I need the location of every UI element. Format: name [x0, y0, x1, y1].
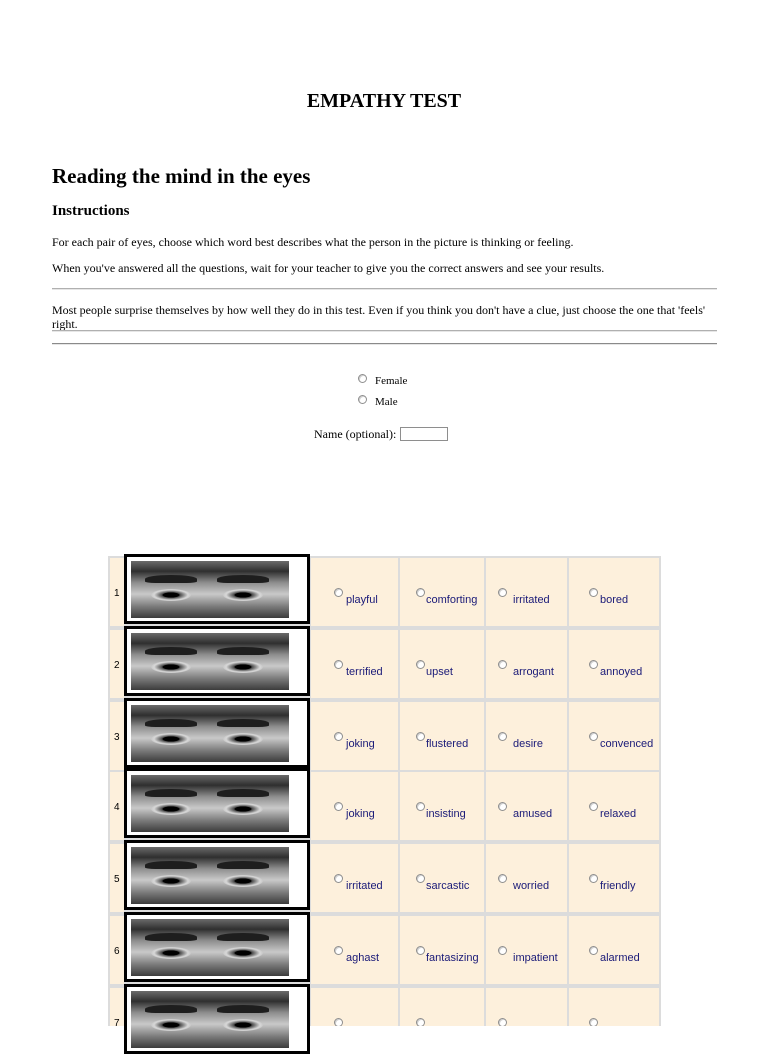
answer-radio[interactable] [589, 660, 598, 669]
answer-option[interactable] [486, 844, 567, 912]
divider [52, 343, 717, 345]
divider [52, 288, 717, 290]
male-radio[interactable] [358, 395, 367, 404]
answer-label: relaxed [600, 808, 637, 820]
answer-label: joking [346, 738, 375, 750]
male-label: Male [375, 396, 398, 408]
eyebrow-shape [145, 575, 197, 583]
eye-shape [151, 661, 191, 673]
answer-option[interactable] [311, 630, 398, 698]
answer-radio[interactable] [416, 732, 425, 741]
answer-option[interactable] [569, 988, 659, 1026]
answer-option[interactable] [400, 772, 484, 840]
answer-option[interactable] [311, 844, 398, 912]
answer-radio[interactable] [334, 946, 343, 955]
gender-option-female[interactable] [358, 375, 407, 387]
answer-radio[interactable] [589, 946, 598, 955]
eyes-photo [124, 984, 310, 1054]
eyes-photo-image [131, 705, 289, 762]
answer-label: aghast [346, 952, 380, 964]
name-label: Name (optional): [314, 427, 397, 441]
eyebrow-shape [145, 719, 197, 727]
answer-label: fantasizing [426, 952, 479, 964]
eye-shape [223, 1019, 263, 1031]
eyes-photo [124, 626, 310, 696]
answer-label: insisting [426, 808, 466, 820]
answer-radio[interactable] [334, 1018, 343, 1026]
answer-option[interactable] [400, 844, 484, 912]
answer-option[interactable] [486, 988, 567, 1026]
eyebrow-shape [145, 1005, 197, 1013]
question-number: 4 [114, 802, 120, 813]
eye-shape [223, 875, 263, 887]
answer-radio[interactable] [589, 1018, 598, 1026]
eye-shape [223, 803, 263, 815]
eyebrow-shape [145, 861, 197, 869]
answer-label: friendly [600, 880, 636, 892]
answer-radio[interactable] [498, 1018, 507, 1026]
answer-option[interactable] [400, 630, 484, 698]
answer-label: irritated [513, 594, 550, 606]
answer-radio[interactable] [498, 588, 507, 597]
answer-label: impatient [513, 952, 558, 964]
answer-label: desire [513, 738, 543, 750]
eye-shape [151, 875, 191, 887]
answer-label: sarcastic [426, 880, 470, 892]
question-number: 3 [114, 732, 120, 743]
answer-option[interactable] [569, 844, 659, 912]
answer-option[interactable] [486, 702, 567, 770]
answer-option[interactable] [569, 558, 659, 626]
instruction-text-2: When you've answered all the questions, wait for your teacher to give you the correct answers and see your results. [52, 261, 605, 275]
eye-shape [223, 947, 263, 959]
eyebrow-shape [145, 647, 197, 655]
answer-option[interactable] [569, 916, 659, 984]
answer-option[interactable] [400, 988, 484, 1026]
eyes-photo [124, 698, 310, 768]
eyes-photo-image [131, 991, 289, 1048]
answer-radio[interactable] [589, 802, 598, 811]
answer-label: arrogant [513, 666, 554, 678]
question-number: 7 [114, 1018, 120, 1029]
answer-option[interactable] [311, 772, 398, 840]
answer-option[interactable] [486, 558, 567, 626]
answer-label: amused [513, 808, 553, 820]
eye-shape [151, 947, 191, 959]
answer-label: upset [426, 666, 453, 678]
answer-label: comforting [426, 594, 478, 606]
answer-radio[interactable] [416, 874, 425, 883]
eyes-photo [124, 840, 310, 910]
answer-radio[interactable] [334, 732, 343, 741]
answer-option[interactable] [569, 772, 659, 840]
answer-option[interactable] [400, 916, 484, 984]
eyebrow-shape [217, 1005, 269, 1013]
eye-shape [223, 733, 263, 745]
question-number: 2 [114, 660, 120, 671]
encouragement-note: Most people surprise themselves by how well they do in this test. Even if you think you don't have a clue, just choose the one that 'feels' right. [52, 303, 706, 331]
answer-radio[interactable] [589, 874, 598, 883]
eyebrow-shape [217, 647, 269, 655]
answer-radio[interactable] [498, 874, 507, 883]
answer-option[interactable] [311, 702, 398, 770]
question-number: 6 [114, 946, 120, 957]
instructions-heading: Instructions [52, 203, 130, 219]
answer-option[interactable] [400, 702, 484, 770]
answer-option[interactable] [569, 702, 659, 770]
answer-option[interactable] [400, 558, 484, 626]
answer-radio[interactable] [589, 732, 598, 741]
answer-option[interactable] [569, 630, 659, 698]
eyes-photo-image [131, 847, 289, 904]
answer-label: playful [346, 594, 378, 606]
answer-label: joking [346, 808, 375, 820]
eyes-photo [124, 768, 310, 838]
eyebrow-shape [145, 933, 197, 941]
answer-label: flustered [426, 738, 469, 750]
answer-option[interactable] [486, 772, 567, 840]
answer-radio[interactable] [416, 660, 425, 669]
eyebrow-shape [217, 575, 269, 583]
answer-label: bored [600, 594, 629, 606]
gender-option-male[interactable] [358, 396, 398, 408]
eyebrow-shape [145, 789, 197, 797]
answer-label: terrified [346, 666, 383, 678]
answer-label: annoyed [600, 666, 643, 678]
instruction-text-1: For each pair of eyes, choose which word best describes what the person in the picture is thinking or feeling. [52, 235, 574, 249]
female-radio[interactable] [358, 374, 367, 383]
answer-option[interactable] [311, 988, 398, 1026]
answer-radio[interactable] [498, 946, 507, 955]
test-heading: Reading the mind in the eyes [52, 164, 311, 188]
eyes-photo [124, 912, 310, 982]
answer-radio[interactable] [334, 874, 343, 883]
female-label: Female [375, 375, 408, 387]
answer-radio[interactable] [416, 946, 425, 955]
answer-radio[interactable] [334, 588, 343, 597]
answer-label: worried [513, 880, 550, 892]
name-input[interactable] [400, 427, 448, 441]
answer-radio[interactable] [334, 660, 343, 669]
question-number: 5 [114, 874, 120, 885]
answer-label: irritated [346, 880, 383, 892]
answer-option[interactable] [311, 916, 398, 984]
answer-radio[interactable] [498, 732, 507, 741]
answer-radio[interactable] [416, 1018, 425, 1026]
question-number: 1 [114, 588, 120, 599]
eyebrow-shape [217, 861, 269, 869]
answer-option[interactable] [311, 558, 398, 626]
answer-radio[interactable] [498, 802, 507, 811]
answer-label: convenced [600, 738, 654, 750]
answer-option[interactable] [486, 916, 567, 984]
page-title: EMPATHY TEST [306, 90, 462, 112]
eyes-photo [124, 554, 310, 624]
answer-radio[interactable] [416, 588, 425, 597]
eyebrow-shape [217, 719, 269, 727]
eye-shape [151, 803, 191, 815]
answer-radio[interactable] [334, 802, 343, 811]
eye-shape [151, 589, 191, 601]
name-row [314, 427, 448, 442]
eye-shape [223, 589, 263, 601]
eyebrow-shape [217, 789, 269, 797]
answer-radio[interactable] [589, 588, 598, 597]
answer-option[interactable] [486, 630, 567, 698]
eye-shape [151, 1019, 191, 1031]
eyes-photo-image [131, 919, 289, 976]
eyes-photo-image [131, 561, 289, 618]
eyes-photo-image [131, 633, 289, 690]
eye-shape [151, 733, 191, 745]
eye-shape [223, 661, 263, 673]
eyebrow-shape [217, 933, 269, 941]
answer-radio[interactable] [498, 660, 507, 669]
answer-radio[interactable] [416, 802, 425, 811]
eyes-photo-image [131, 775, 289, 832]
divider [52, 330, 717, 332]
answer-label: alarmed [600, 952, 640, 964]
